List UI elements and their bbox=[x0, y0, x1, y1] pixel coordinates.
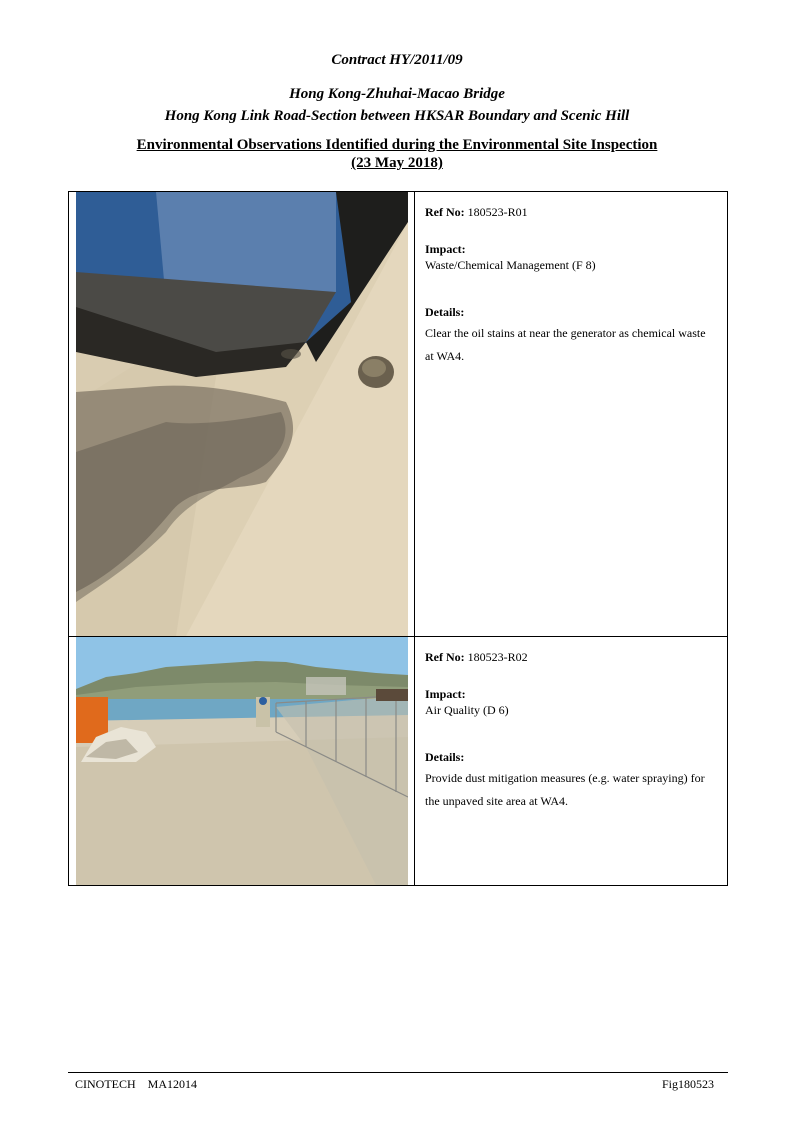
impact-value: Waste/Chemical Management (F 8) bbox=[425, 258, 596, 272]
photo-cell bbox=[69, 637, 415, 885]
ref-number bbox=[425, 204, 528, 220]
details-label: Details: bbox=[425, 750, 465, 764]
ref-label: Ref No: bbox=[425, 650, 465, 664]
impact-label: Impact: bbox=[425, 687, 466, 701]
oil-stain-photo bbox=[76, 192, 408, 636]
project-title: Hong Kong-Zhuhai-Macao Bridge bbox=[289, 86, 505, 102]
observation-row bbox=[69, 192, 727, 637]
footer-company: CINOTECH MA12014 bbox=[75, 1077, 197, 1091]
ref-value: 180523-R02 bbox=[467, 650, 528, 664]
inspection-date: (23 May 2018) bbox=[351, 155, 443, 171]
observation-details bbox=[425, 192, 721, 636]
footer-divider bbox=[68, 1072, 728, 1073]
observation-row bbox=[69, 637, 727, 885]
unpaved-site-photo bbox=[76, 637, 408, 885]
photo-cell bbox=[69, 192, 415, 636]
details-value: Provide dust mitigation measures (e.g. water spraying) for the unpaved site area at WA4. bbox=[425, 771, 705, 808]
ref-label: Ref No: bbox=[425, 205, 465, 219]
details-value: Clear the oil stains at near the generator as chemical waste at WA4. bbox=[425, 326, 706, 363]
details bbox=[425, 749, 717, 813]
observations-table bbox=[68, 191, 728, 886]
impact-label: Impact: bbox=[425, 242, 466, 256]
ref-number bbox=[425, 649, 528, 665]
contract-title: Contract HY/2011/09 bbox=[331, 52, 463, 68]
details-label: Details: bbox=[425, 305, 465, 319]
footer-figure-ref: Fig180523 bbox=[661, 1077, 714, 1091]
observations-title: Environmental Observations Identified during the Environmental Site Inspection bbox=[136, 137, 658, 153]
impact-value: Air Quality (D 6) bbox=[425, 703, 509, 717]
impact bbox=[425, 241, 596, 273]
ref-value: 180523-R01 bbox=[467, 205, 528, 219]
section-title: Hong Kong Link Road-Section between HKSAR Boundary and Scenic Hill bbox=[164, 108, 630, 124]
observation-details bbox=[425, 637, 721, 885]
impact bbox=[425, 686, 509, 718]
details bbox=[425, 304, 717, 368]
